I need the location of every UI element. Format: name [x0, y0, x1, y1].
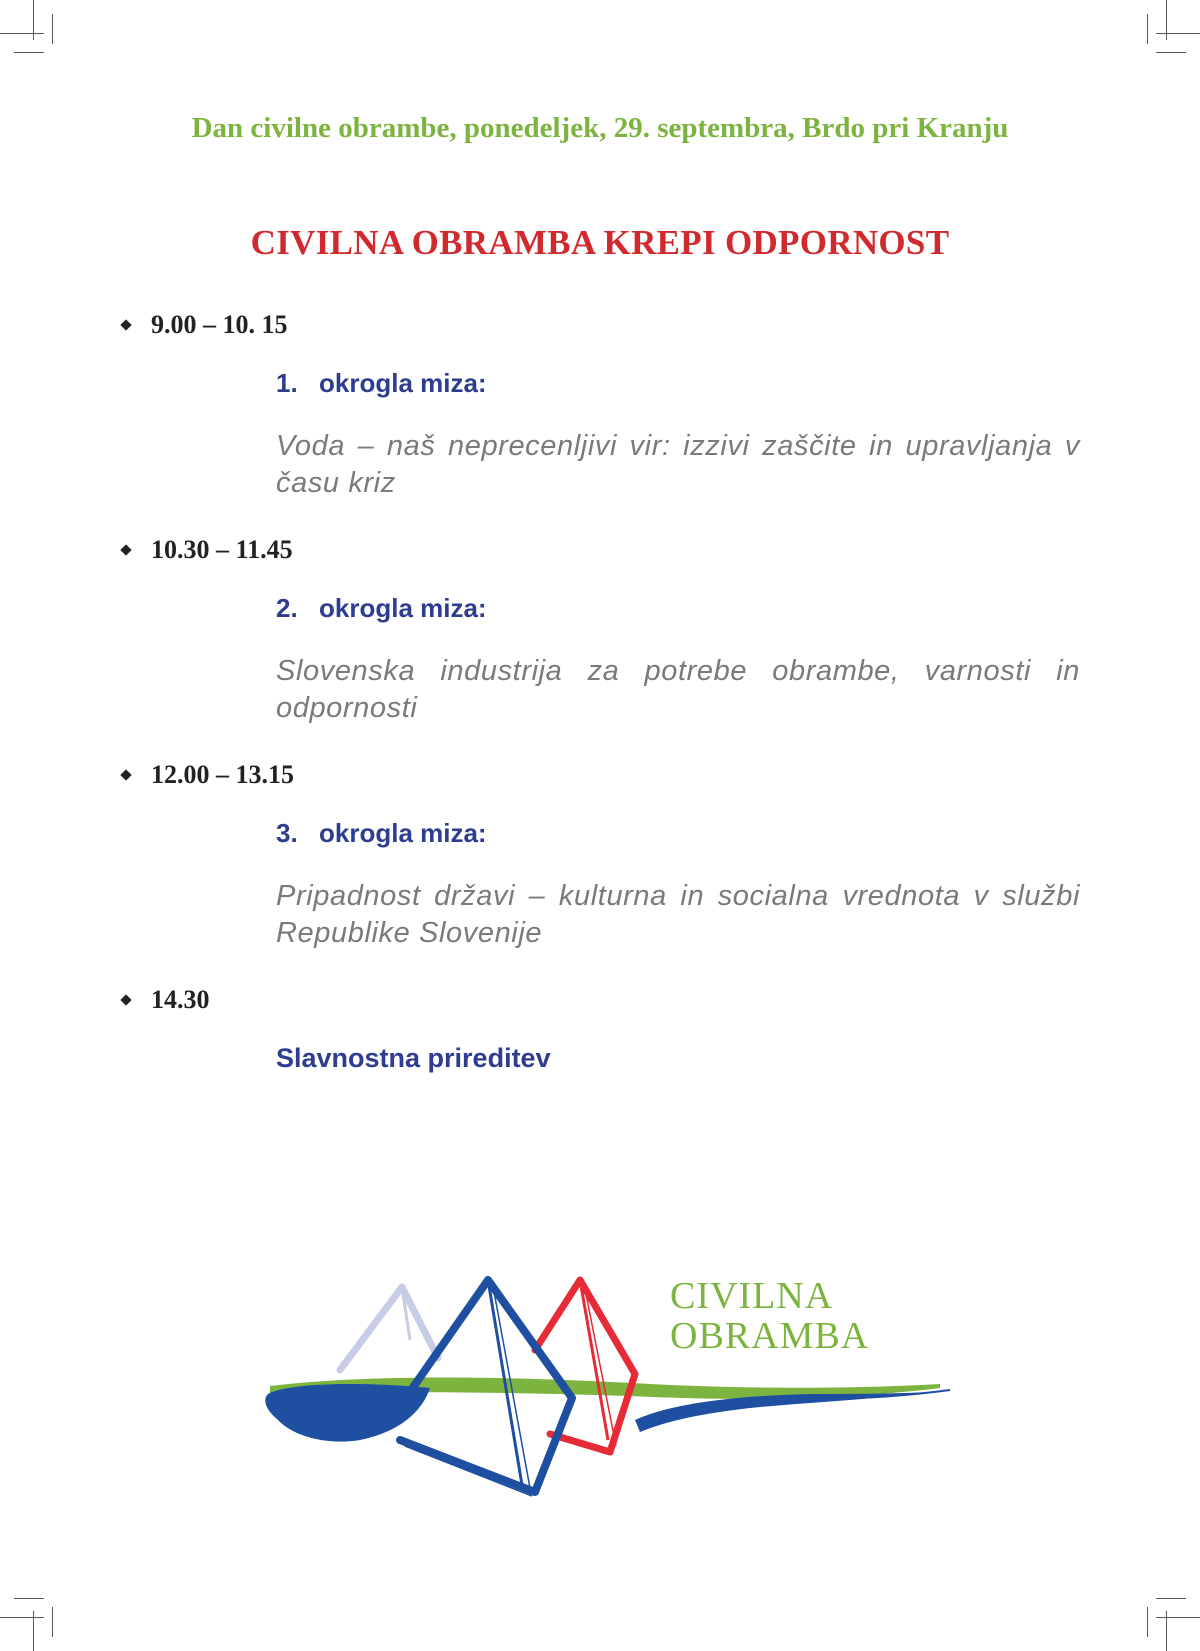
ceremony-label: Slavnostna prireditev	[276, 1043, 551, 1073]
bullet-icon	[120, 994, 131, 1005]
round-table-3-label	[276, 818, 487, 849]
round-table-number: 1.	[276, 368, 298, 398]
program-item-2-time	[120, 532, 293, 568]
logo-text-line1: CIVILNA	[670, 1275, 834, 1317]
program-item-4-time	[120, 982, 210, 1018]
round-table-number: 2.	[276, 593, 298, 623]
round-table-title: okrogla miza:	[319, 368, 487, 398]
round-table-number: 3.	[276, 818, 298, 848]
round-table-3-topic: Pripadnost državi – kulturna in socialna vrednota v službi Republike Slovenije	[276, 880, 1080, 949]
bullet-icon	[120, 544, 131, 555]
round-table-2-topic: Slovenska industrija za potrebe obrambe, varnosti in odpornosti	[276, 655, 1080, 724]
time-slot: 10.30 – 11.45	[151, 535, 293, 564]
program-item-1-time	[120, 307, 288, 343]
page-title: CIVILNA OBRAMBA KREPI ODPORNOST	[250, 223, 950, 262]
time-slot: 14.30	[151, 985, 210, 1014]
logo-text-line2: OBRAMBA	[670, 1315, 870, 1357]
event-date-location: Dan civilne obrambe, ponedeljek, 29. septembra, Brdo pri Kranju	[191, 112, 1009, 144]
mountains-logo-icon	[250, 1270, 980, 1520]
time-slot: 9.00 – 10. 15	[151, 310, 288, 339]
round-table-title: okrogla miza:	[319, 593, 487, 623]
round-table-2-label	[276, 593, 487, 624]
round-table-title: okrogla miza:	[319, 818, 487, 848]
time-slot: 12.00 – 13.15	[151, 760, 294, 789]
bullet-icon	[120, 319, 131, 330]
round-table-1-topic: Voda – naš neprecenljivi vir: izzivi zaščite in upravljanja v času kriz	[276, 430, 1080, 499]
round-table-1-label	[276, 368, 487, 399]
program-item-3-time	[120, 757, 294, 793]
bullet-icon	[120, 769, 131, 780]
